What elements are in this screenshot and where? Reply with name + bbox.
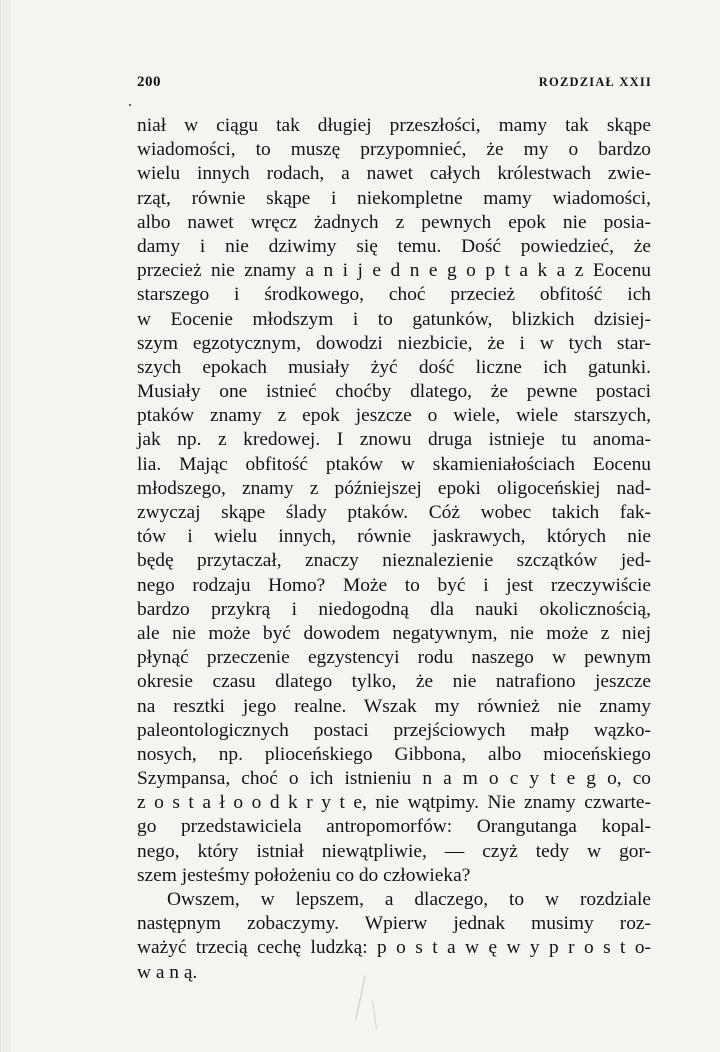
chapter-title: ROZDZIAŁ XXII [538,75,652,89]
page-number: 200 [137,74,161,90]
text-line: wiadomości, to muszę przypomnieć, że my o bardzo [137,139,651,161]
text-line: ale nie może być dowodem negatywnym, nie może z niej [137,622,651,644]
text-line: młodszego, znamy z późniejszej epoki oligoceńskiej nad- [137,477,651,499]
text-line: płynąć przeczenie egzystencyi rodu naszego w pewnym [137,647,651,669]
text-line: nosych, np. plioceńskiego Gibbona, albo mioceńskiego [137,743,651,765]
text-line: tów i wielu innych, równie jaskrawych, których nie [137,526,651,548]
text-line: wielu innych rodach, a nawet całych królestwach zwie- [137,163,651,185]
text-line: rząt, równie skąpe i niekompletne mamy wiadomości, [137,187,651,209]
text-line: starszego i środkowego, choć przecież obfitość ich [137,284,651,306]
text-line: szych epokach musiały żyć dość liczne ich gatunki. [137,356,651,378]
ink-speck [129,104,131,106]
text-line: niał w ciągu tak długiej przeszłości, mamy tak skąpe [137,115,651,136]
text-line: Szympansa, choć o ich istnieniu n a m o c y t e g o, co [137,768,651,790]
binding-gutter [0,0,10,1052]
text-line: nego, który istniał niewątpliwie, — czyż tedy w gor- [137,840,651,862]
text-line: nego rodzaju Homo? Może to być i jest rzeczywiście [137,574,651,596]
text-line: paleontologicznych postaci przejściowych małp wązko- [137,719,651,741]
running-head [137,74,652,91]
paragraph-end-line: w a n ą. [137,961,198,983]
text-line: ważyć trzecią cechę ludzką: p o s t a w ę w y p r o s t o- [137,937,651,959]
paper-mark [372,1000,377,1030]
text-line: ptaków znamy z epok jeszcze o wiele, wiele starszych, [137,405,651,427]
text-line: damy i nie dziwimy się temu. Dość powiedzieć, że [137,235,651,257]
text-line: zwyczaj skąpe ślady ptaków. Cóż wobec takich fak- [137,502,651,523]
text-line: bardzo przykrą i niedogodną dla nauki okolicznością, [137,598,651,620]
text-line: okresie czasu dlatego tylko, że nie natrafiono jeszcze [137,671,651,693]
text-line: następnym zobaczymy. Wpierw jednak musimy roz- [137,913,651,935]
text-line: jak np. z kredowej. I znowu druga istnieje tu anoma- [137,429,651,451]
text-line: z o s t a ł o o d k r y t e, nie wątpimy. Nie znamy czwarte- [137,792,651,814]
text-line: Musiały one istnieć choćby dlatego, że pewne postaci [137,381,651,403]
text-line: go przedstawiciela antropomorfów: Orangutanga kopal- [137,816,651,838]
text-line: przecież nie znamy a n i j e d n e g o p t a k a z Eocenu [137,260,651,282]
text-line: w Eocenie młodszym i to gatunków, blizkich dzisiej- [137,308,651,330]
text-line: na resztki jego realne. Wszak my również nie znamy [137,695,651,717]
text-line: będę przytaczał, znaczy nieznalezienie szczątków jed- [137,550,651,572]
paragraph-end-line: szem jesteśmy położeniu co do człowieka? [137,864,471,886]
text-line: albo nawet wręcz żadnych z pewnych epok nie posia- [137,211,651,233]
paragraph-start-line: Owszem, w lepszem, a dlaczego, to w rozdziale [167,889,651,910]
body-text [137,114,651,985]
text-line: szym egzotycznym, dowodzi niezbicie, że i w tych star- [137,332,651,354]
text-line: lia. Mając obfitość ptaków w skamieniałościach Eocenu [137,453,651,475]
